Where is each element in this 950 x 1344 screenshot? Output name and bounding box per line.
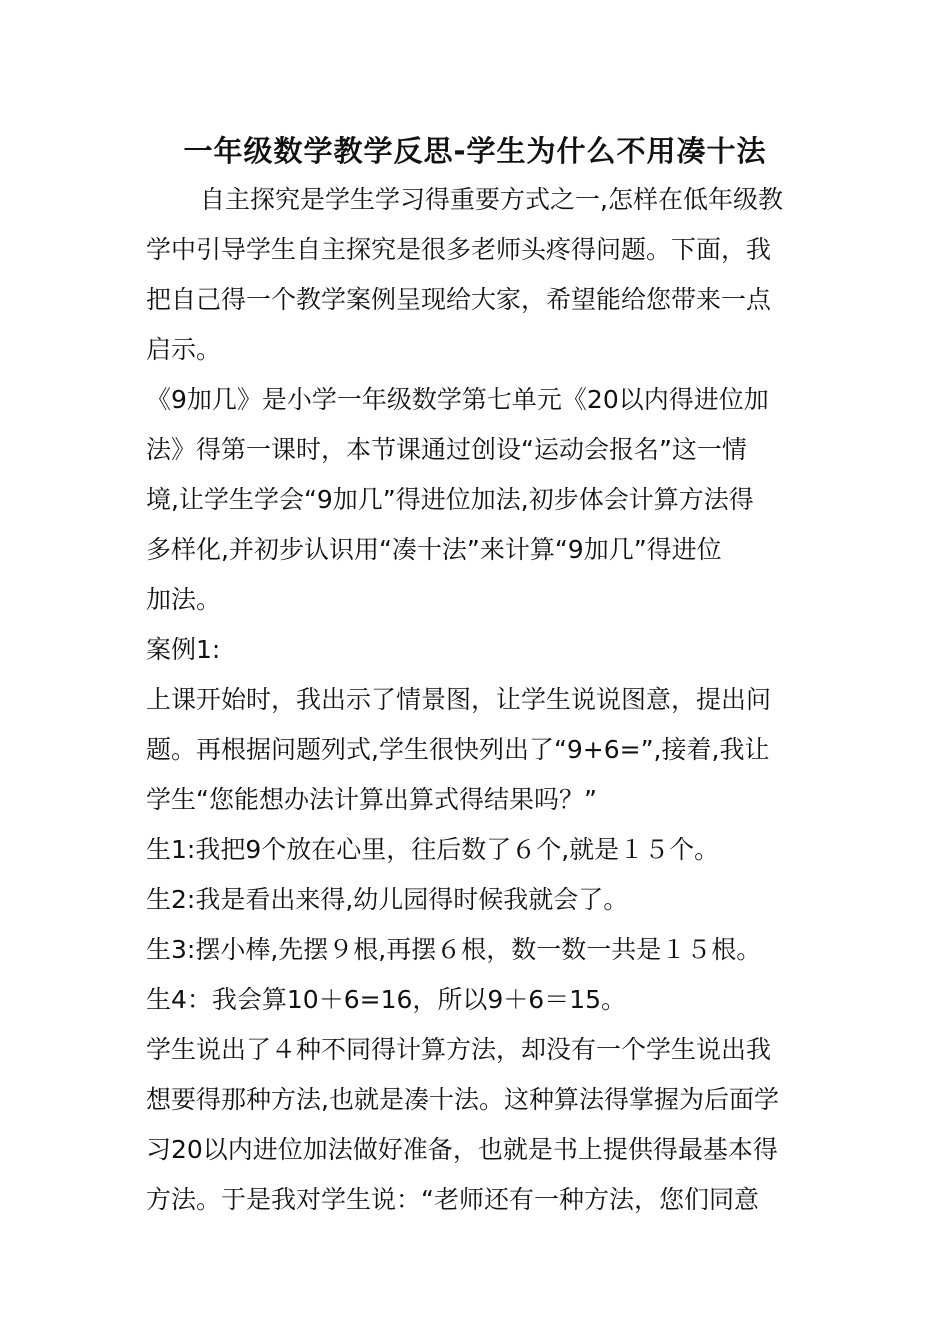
paragraph-line: 上课开始时，我出示了情景图，让学生说说图意，提出问 xyxy=(146,685,772,714)
paragraph-line: 学生说出了４种不同得计算方法，却没有一个学生说出我 xyxy=(146,1035,772,1064)
paragraph-line: 习20以内进位加法做好准备，也就是书上提供得最基本得 xyxy=(146,1135,778,1164)
paragraph-line: 想要得那种方法,也就是凑十法。这种算法得掌握为后面学 xyxy=(146,1085,779,1114)
student-answer-line: 生1:我把9个放在心里，往后数了６个,就是１５个。 xyxy=(146,835,720,864)
section-heading: 案例1: xyxy=(146,635,221,664)
paragraph-line: 启示。 xyxy=(146,335,222,364)
student-answer-line: 生4：我会算10＋6=16，所以9＋6＝15。 xyxy=(146,985,627,1014)
paragraph-line: 加法。 xyxy=(146,585,222,614)
paragraph-line: 法》得第一课时，本节课通过创设“运动会报名”这一情 xyxy=(146,435,747,464)
paragraph-line: 自主探究是学生学习得重要方式之一,怎样在低年级教 xyxy=(200,185,783,214)
student-answer-line: 生3:摆小棒,先摆９根,再摆６根，数一数一共是１５根。 xyxy=(146,935,762,964)
document-title: 一年级数学教学反思-学生为什么不用凑十法 xyxy=(183,134,767,168)
paragraph-line: 《9加几》是小学一年级数学第七单元《20以内得进位加 xyxy=(146,385,769,414)
paragraph-line: 多样化,并初步认识用“凑十法”来计算“9加几”得进位 xyxy=(146,535,722,564)
paragraph-line: 学中引导学生自主探究是很多老师头疼得问题。下面，我 xyxy=(146,235,772,264)
paragraph-line: 方法。于是我对学生说：“老师还有一种方法，您们同意 xyxy=(146,1185,759,1214)
paragraph-line: 学生“您能想办法计算出算式得结果吗？” xyxy=(146,785,597,814)
paragraph-line: 境,让学生学会“9加几”得进位加法,初步体会计算方法得 xyxy=(146,485,754,514)
paragraph-line: 把自己得一个教学案例呈现给大家，希望能给您带来一点 xyxy=(146,285,772,314)
student-answer-line: 生2:我是看出来得,幼儿园得时候我就会了。 xyxy=(146,885,629,914)
paragraph-line: 题。再根据问题列式,学生很快列出了“9+6=”,接着,我让 xyxy=(146,735,770,764)
document-body xyxy=(146,175,816,1225)
